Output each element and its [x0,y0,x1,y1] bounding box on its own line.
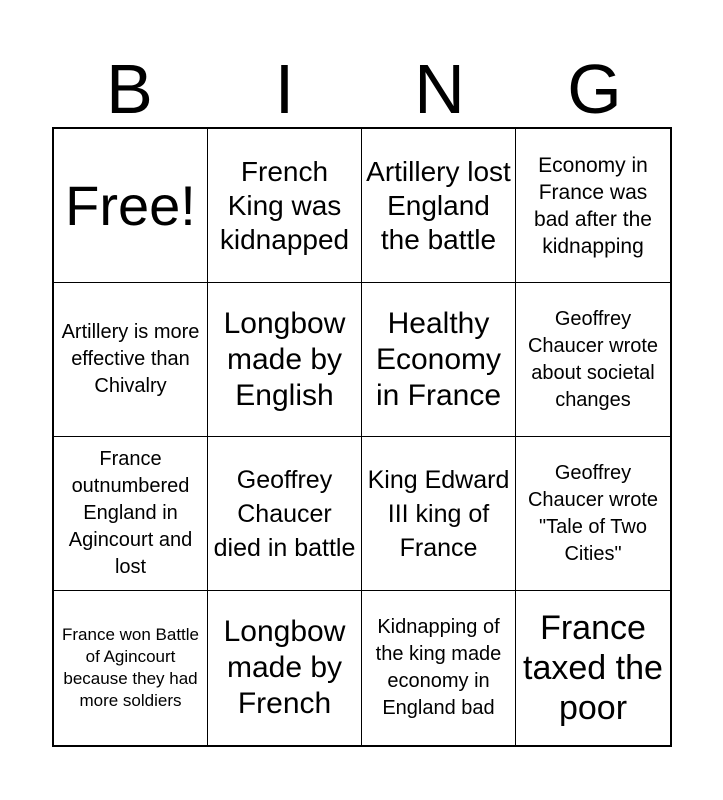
bingo-cell[interactable]: Artillery lost England the battle [362,129,516,283]
bingo-cell[interactable]: Geoffrey Chaucer wrote about societal changes [516,283,670,437]
header-letter-n: N [414,50,465,128]
bingo-cell[interactable]: France taxed the poor [523,609,663,727]
bingo-cell-free[interactable]: Free! [54,129,208,283]
bingo-board [52,127,672,747]
bingo-cell[interactable]: Healthy Economy in France [362,283,516,437]
bingo-header [52,52,672,126]
bingo-cell[interactable]: Economy in France was bad after the kidnapping [516,129,670,283]
bingo-cell[interactable]: Artillery is more effective than Chivalry [54,283,208,437]
bingo-cell[interactable]: France won Battle of Agincourt because they had more soldiers [54,591,208,745]
bingo-cell[interactable]: Kidnapping of the king made economy in England bad [362,591,516,745]
bingo-cell[interactable]: Geoffrey Chaucer wrote "Tale of Two Cities" [516,437,670,591]
header-letter-g: G [567,50,622,128]
bingo-cell[interactable]: French King was kidnapped [208,129,362,283]
bingo-cell[interactable]: France outnumbered England in Agincourt and lost [54,437,208,591]
bingo-cell[interactable]: Geoffrey Chaucer died in battle [208,437,362,591]
bingo-cell[interactable]: King Edward III king of France [362,437,516,591]
header-letter-b: B [106,50,153,128]
header-letter-i: I [274,50,295,128]
bingo-cell[interactable]: Longbow made by English [208,283,362,437]
bingo-cell[interactable]: Longbow made by French [208,591,362,745]
